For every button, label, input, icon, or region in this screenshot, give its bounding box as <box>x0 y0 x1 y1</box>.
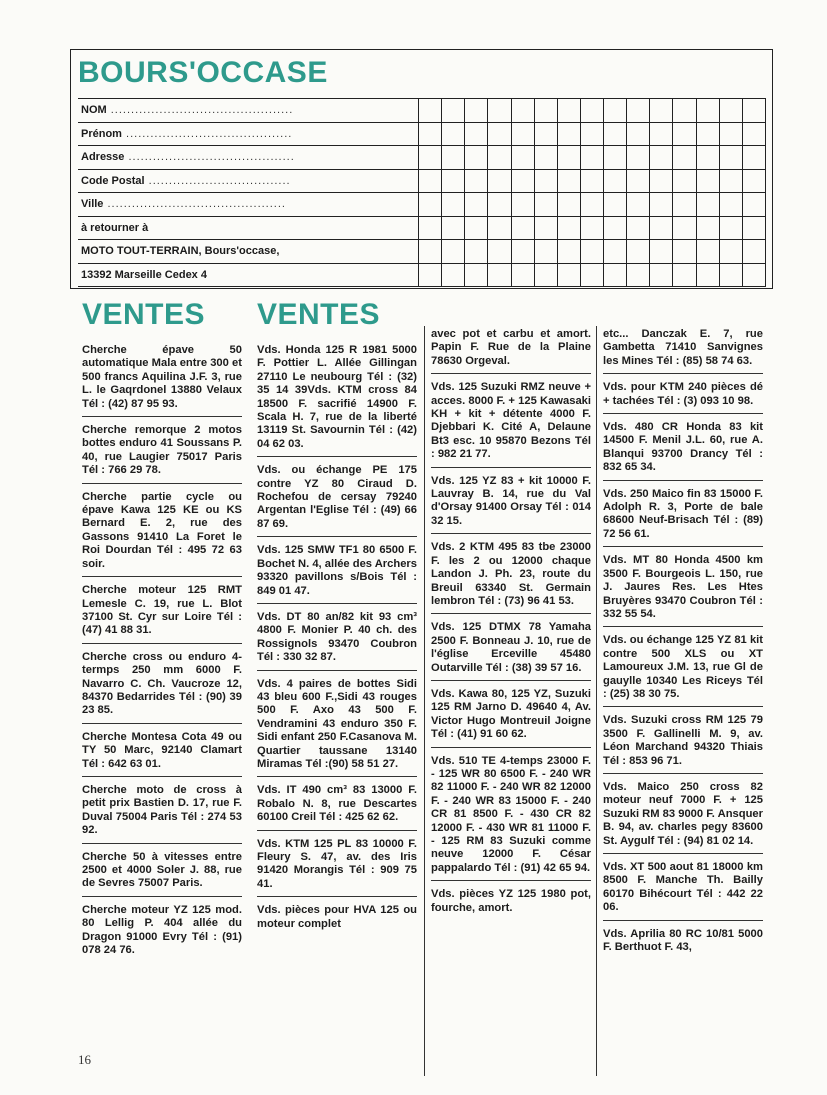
classified-ad: Vds. 510 TE 4-temps 23000 F. - 125 WR 80 6500 F. - 240 WR 82 11000 F. - 240 WR 82 12000 F. - 240 WR 83 15000 F. - 240 CR 81 8500 F. - 430 CR 82 12000 F. - 430 WR 81 11000 F. - 125 RM 83 Suzuki comme neuve 12000 F. César pappalardo Tél : (91) 42 65 94. <box>431 755 591 882</box>
text-entry-grid[interactable] <box>418 98 766 287</box>
classified-ad: Vds. XT 500 aout 81 18000 km 8500 F. Manche Th. Bailly 60170 Bihécourt Tél : 442 22 06. <box>603 861 763 921</box>
classified-ad: Vds. KTM 125 PL 83 10000 F. Fleury S. 47, av. des Iris 91420 Morangis Tél : 909 75 41. <box>257 838 417 898</box>
grid-cell[interactable] <box>580 216 603 240</box>
grid-cell[interactable] <box>580 146 603 170</box>
classified-ad: Vds. MT 80 Honda 4500 km 3500 F. Bourgeois L. 150, rue J. Jaures Res. Les Htes Bruyères 93470 Coubron Tél : 332 55 54. <box>603 554 763 627</box>
classified-ad: Cherche Montesa Cota 49 ou TY 50 Marc, 92140 Clamart Tél : 642 63 01. <box>82 731 242 777</box>
grid-cell[interactable] <box>419 193 442 217</box>
grid-cell[interactable] <box>511 146 534 170</box>
grid-cell[interactable] <box>627 122 650 146</box>
grid-cell[interactable] <box>465 263 488 287</box>
ads-column-4 <box>603 328 763 966</box>
grid-cell[interactable] <box>488 193 511 217</box>
classified-ad: Vds. IT 490 cm³ 83 13000 F. Robalo N. 8, rue Descartes 60100 Creil Tél : 425 62 62. <box>257 784 417 830</box>
classified-ad: Cherche partie cycle ou épave Kawa 125 KE ou KS Bernard E. 2, rue des Gassons 91410 La Foret le Roi Dourdan Tél : 495 72 63 soir. <box>82 491 242 577</box>
grid-cell[interactable] <box>696 263 719 287</box>
grid-cell[interactable] <box>511 216 534 240</box>
grid-cell[interactable] <box>511 240 534 264</box>
grid-cell[interactable] <box>673 193 696 217</box>
grid-cell[interactable] <box>650 122 673 146</box>
return-address-line1: MOTO TOUT-TERRAIN, Bours'occase, <box>78 240 418 264</box>
field-label: Adresse <box>81 151 125 163</box>
grid-cell[interactable] <box>627 169 650 193</box>
grid-cell[interactable] <box>465 146 488 170</box>
field-ville[interactable] <box>78 193 418 217</box>
grid-cell[interactable] <box>719 169 742 193</box>
classified-ad: Vds. pour KTM 240 pièces dé + tachées Tél : (3) 093 10 98. <box>603 381 763 414</box>
grid-cell[interactable] <box>673 146 696 170</box>
grid-cell[interactable] <box>419 99 442 123</box>
grid-cell[interactable] <box>465 216 488 240</box>
classified-ad: Vds. pièces YZ 125 1980 pot, fourche, amort. <box>431 888 591 914</box>
grid-cell[interactable] <box>627 216 650 240</box>
grid-cell[interactable] <box>511 193 534 217</box>
grid-cell[interactable] <box>488 169 511 193</box>
grid-cell[interactable] <box>534 263 557 287</box>
grid-cell[interactable] <box>650 146 673 170</box>
grid-cell[interactable] <box>719 193 742 217</box>
grid-cell[interactable] <box>673 122 696 146</box>
classified-ad: Cherche moteur 125 RMT Lemesle C. 19, rue L. Blot 37100 St. Cyr sur Loire Tél : (47) 41 88 31. <box>82 584 242 644</box>
grid-cell[interactable] <box>627 146 650 170</box>
grid-cell[interactable] <box>442 146 465 170</box>
field-nom[interactable] <box>78 99 418 123</box>
grid-cell[interactable] <box>604 263 627 287</box>
grid-cell[interactable] <box>465 122 488 146</box>
grid-cell[interactable] <box>465 169 488 193</box>
grid-cell[interactable] <box>442 193 465 217</box>
classified-ad: Vds. 125 SMW TF1 80 6500 F. Bochet N. 4, allée des Archers 93320 pavillons s/Bois Tél : 849 01 47. <box>257 544 417 604</box>
grid-cell[interactable] <box>442 216 465 240</box>
grid-cell[interactable] <box>557 122 580 146</box>
field-label: NOM <box>81 104 107 116</box>
grid-cell[interactable] <box>488 122 511 146</box>
grid-cell[interactable] <box>604 146 627 170</box>
grid-cell[interactable] <box>604 169 627 193</box>
grid-cell[interactable] <box>696 99 719 123</box>
classified-ad: Vds. 480 CR Honda 83 kit 14500 F. Menil J.L. 60, rue A. Blanqui 93700 Drancy Tél : 832 65 34. <box>603 421 763 481</box>
grid-cell[interactable] <box>534 240 557 264</box>
grid-cell[interactable] <box>534 169 557 193</box>
section-title: VENTES <box>257 298 381 331</box>
grid-cell[interactable] <box>557 216 580 240</box>
classified-ad: Cherche épave 50 automatique Mala entre 300 et 500 francs Aquilina J.F. 3, rue L. le Gaqrdonel 13880 Velaux Tél : (42) 87 95 93. <box>82 344 242 417</box>
grid-cell[interactable] <box>534 122 557 146</box>
classified-ad: Vds. Suzuki cross RM 125 79 3500 F. Gallinelli M. 9, av. Léon Marchand 94320 Thiais Tél : 853 96 71. <box>603 714 763 774</box>
grid-cell[interactable] <box>719 122 742 146</box>
grid-cell[interactable] <box>650 263 673 287</box>
grid-cell[interactable] <box>604 122 627 146</box>
ads-column-2 <box>257 298 417 943</box>
section-title: VENTES <box>82 298 206 331</box>
grid-cell[interactable] <box>419 216 442 240</box>
grid-cell[interactable] <box>604 216 627 240</box>
grid-cell[interactable] <box>650 169 673 193</box>
grid-cell[interactable] <box>488 146 511 170</box>
grid-cell[interactable] <box>465 240 488 264</box>
grid-cell[interactable] <box>534 193 557 217</box>
grid-cell[interactable] <box>488 263 511 287</box>
grid-cell[interactable] <box>465 99 488 123</box>
classified-ad: Vds. Aprilia 80 RC 10/81 5000 F. Berthuot F. 43, <box>603 927 763 954</box>
grid-cell[interactable] <box>419 122 442 146</box>
grid-cell[interactable] <box>419 240 442 264</box>
grid-cell[interactable] <box>604 99 627 123</box>
grid-cell[interactable] <box>719 263 742 287</box>
grid-cell[interactable] <box>673 169 696 193</box>
grid-cell[interactable] <box>534 146 557 170</box>
form-fields <box>78 98 418 288</box>
grid-cell[interactable] <box>627 193 650 217</box>
grid-cell[interactable] <box>488 216 511 240</box>
grid-cell[interactable] <box>580 240 603 264</box>
grid-cell[interactable] <box>511 99 534 123</box>
grid-cell[interactable] <box>742 169 765 193</box>
field-dots: ................................... <box>144 174 291 187</box>
grid-cell[interactable] <box>580 99 603 123</box>
grid-cell[interactable] <box>650 216 673 240</box>
field-label: Prénom <box>81 127 122 140</box>
field-code-postal[interactable] <box>78 170 418 194</box>
classified-ad: Vds. DT 80 an/82 kit 93 cm³ 4800 F. Monier P. 40 ch. des Rossignols 93470 Coubron Tél : 330 32 87. <box>257 611 417 671</box>
classified-ad: Cherche remorque 2 motos bottes enduro 41 Soussans P. 40, rue Laugier 75017 Paris Tél : 766 29 78. <box>82 424 242 484</box>
classified-ad: Vds. 125 Suzuki RMZ neuve + acces. 8000 F. + 125 Kawasaki KH + kit + détente 4000 F. Djebbari K. Cité A, Delaune Bt3 esc. 10 95870 Bezons Tél : 982 21 77. <box>431 381 591 467</box>
grid-cell[interactable] <box>696 216 719 240</box>
grid-cell[interactable] <box>442 240 465 264</box>
grid-cell[interactable] <box>580 169 603 193</box>
page-number: 16 <box>78 1052 91 1067</box>
grid-cell[interactable] <box>650 240 673 264</box>
field-dots: ......................................... <box>124 151 295 163</box>
grid-cell[interactable] <box>580 263 603 287</box>
classified-ad: Cherche moto de cross à petit prix Bastien D. 17, rue F. Duval 75004 Paris Tél : 274 53 92. <box>82 784 242 844</box>
grid-cell[interactable] <box>742 99 765 123</box>
grid-cell[interactable] <box>673 240 696 264</box>
classified-ad: Vds. 125 YZ 83 + kit 10000 F. Lauvray B. 14, rue du Val d'Orsay 91400 Orsay Tél : 014 32 15. <box>431 475 591 535</box>
grid-cell[interactable] <box>719 99 742 123</box>
grid-cell[interactable] <box>604 193 627 217</box>
grid-cell[interactable] <box>696 169 719 193</box>
form-title: BOURS'OCCASE <box>78 56 328 89</box>
grid-cell[interactable] <box>465 193 488 217</box>
grid-cell[interactable] <box>673 263 696 287</box>
field-dots: ............................................. <box>106 104 294 116</box>
classified-ad: Cherche moteur YZ 125 mod. 80 Lellig P. 404 allée du Dragon 91000 Evry Tél : (91) 078 24 76. <box>82 903 242 957</box>
grid-cell[interactable] <box>742 240 765 264</box>
grid-cell[interactable] <box>557 99 580 123</box>
grid-cell[interactable] <box>742 193 765 217</box>
grid-cell[interactable] <box>696 240 719 264</box>
field-label: Code Postal <box>81 174 145 187</box>
grid-cell[interactable] <box>488 240 511 264</box>
grid-cell[interactable] <box>696 122 719 146</box>
field-label: Ville <box>81 198 104 210</box>
classified-ad: Vds. 125 DTMX 78 Yamaha 2500 F. Bonneau J. 10, rue de l'église Erceville 45480 Outarville Tél : (38) 39 57 16. <box>431 621 591 681</box>
grid-cell[interactable] <box>534 99 557 123</box>
grid-cell[interactable] <box>673 216 696 240</box>
grid-cell[interactable] <box>442 122 465 146</box>
field-dots: ............................................ <box>103 198 286 210</box>
classified-ad: avec pot et carbu et amort. Papin F. Rue de la Plaine 78630 Orgeval. <box>431 328 591 374</box>
grid-cell[interactable] <box>719 146 742 170</box>
column-divider <box>424 326 425 1076</box>
grid-cell[interactable] <box>442 169 465 193</box>
grid-cell[interactable] <box>511 263 534 287</box>
grid-cell[interactable] <box>673 99 696 123</box>
grid-cell[interactable] <box>742 216 765 240</box>
field-adresse[interactable] <box>78 146 418 170</box>
grid-cell[interactable] <box>696 146 719 170</box>
field-prenom[interactable] <box>78 123 418 147</box>
return-address-line2: 13392 Marseille Cedex 4 <box>78 264 418 288</box>
column-divider <box>596 326 597 1076</box>
grid-cell[interactable] <box>534 216 557 240</box>
grid-cell[interactable] <box>604 240 627 264</box>
grid-cell[interactable] <box>580 122 603 146</box>
grid-cell[interactable] <box>442 263 465 287</box>
classified-ad: Vds. ou échange 125 YZ 81 kit contre 500 XLS ou XT Lamoureux J.M. 13, rue Gl de gauylle 10340 Les Riceys Tél : (25) 38 30 75. <box>603 634 763 707</box>
ads-column-3 <box>431 328 591 927</box>
grid-cell[interactable] <box>511 122 534 146</box>
grid-cell[interactable] <box>557 169 580 193</box>
grid-cell[interactable] <box>442 99 465 123</box>
grid-cell[interactable] <box>627 99 650 123</box>
grid-cell[interactable] <box>742 122 765 146</box>
ads-column-1 <box>82 298 242 969</box>
classified-ad: Cherche 50 à vitesses entre 2500 et 4000 Soler J. 88, rue de Sevres 75007 Paris. <box>82 851 242 897</box>
field-dots: ......................................... <box>121 127 293 140</box>
grid-cell[interactable] <box>488 99 511 123</box>
classified-ad: Vds. pièces pour HVA 125 ou moteur complet <box>257 904 417 930</box>
classified-ad: Vds. Kawa 80, 125 YZ, Suzuki 125 RM Jarno D. 49640 4, Av. Victor Hugo Montreuil Joigne Tél : (41) 91 60 62. <box>431 688 591 748</box>
grid-cell[interactable] <box>419 146 442 170</box>
classified-ad: Vds. Maico 250 cross 82 moteur neuf 7000 F. + 125 Suzuki RM 83 9000 F. Ansquer B. 94, av. charles pegy 83600 St. Aygulf Tél : (94) 81 02 14. <box>603 781 763 854</box>
classified-ad: Vds. 250 Maico fin 83 15000 F. Adolph R. 3, Porte de bale 68600 Neuf-Brisach Tél : (89) 72 56 61. <box>603 488 763 548</box>
classified-ad: Vds. Honda 125 R 1981 5000 F. Pottier L. Allée Gillingan 27110 Le neubourg Tél : (32) 35 14 39Vds. KTM cross 84 18500 F. sacrifié 14900 F. Scala H. 7, rue de la liberté 13119 St. Savournin Tél : (42) 04 62 03. <box>257 344 417 457</box>
grid-cell[interactable] <box>419 263 442 287</box>
grid-cell[interactable] <box>557 193 580 217</box>
classified-ad: Vds. 4 paires de bottes Sidi 43 bleu 600 F.,Sidi 43 rouges 500 F. Axo 43 500 F. Vendramini 43 enduro 350 F. Sidi enfant 250 F.Casanova M. Quartier taussane 13140 Miramas Tél :(90) 58 51 27. <box>257 678 417 778</box>
grid-cell[interactable] <box>580 193 603 217</box>
grid-cell[interactable] <box>627 240 650 264</box>
grid-cell[interactable] <box>419 169 442 193</box>
classified-ad: Vds. 2 KTM 495 83 tbe 23000 F. les 2 ou 12000 chaque Landon J. Ph. 23, route du Breuil 63340 St. Germain lembron Tél : (73) 96 41 53. <box>431 541 591 614</box>
grid-cell[interactable] <box>650 99 673 123</box>
grid-cell[interactable] <box>557 263 580 287</box>
classified-ad: Cherche cross ou enduro 4-termps 250 mm 6000 F. Navarro C. Ch. Vaucroze 12, 84370 Bedarrides Tél : (90) 39 23 85. <box>82 651 242 724</box>
grid-cell[interactable] <box>557 240 580 264</box>
grid-cell[interactable] <box>742 263 765 287</box>
grid-cell[interactable] <box>719 240 742 264</box>
classified-ad: etc... Danczak E. 7, rue Gambetta 71410 Sanvignes les Mines Tél : (85) 58 74 63. <box>603 328 763 374</box>
grid-cell[interactable] <box>627 263 650 287</box>
grid-cell[interactable] <box>650 193 673 217</box>
grid-cell[interactable] <box>511 169 534 193</box>
grid-cell[interactable] <box>557 146 580 170</box>
classified-ad: Vds. ou échange PE 175 contre YZ 80 Ciraud D. Rochefou de cersay 79240 Argentan l'Eglise Tél : (49) 66 87 69. <box>257 464 417 537</box>
grid-cell[interactable] <box>719 216 742 240</box>
grid-cell[interactable] <box>696 193 719 217</box>
return-label: à retourner à <box>78 217 418 241</box>
grid-cell[interactable] <box>742 146 765 170</box>
